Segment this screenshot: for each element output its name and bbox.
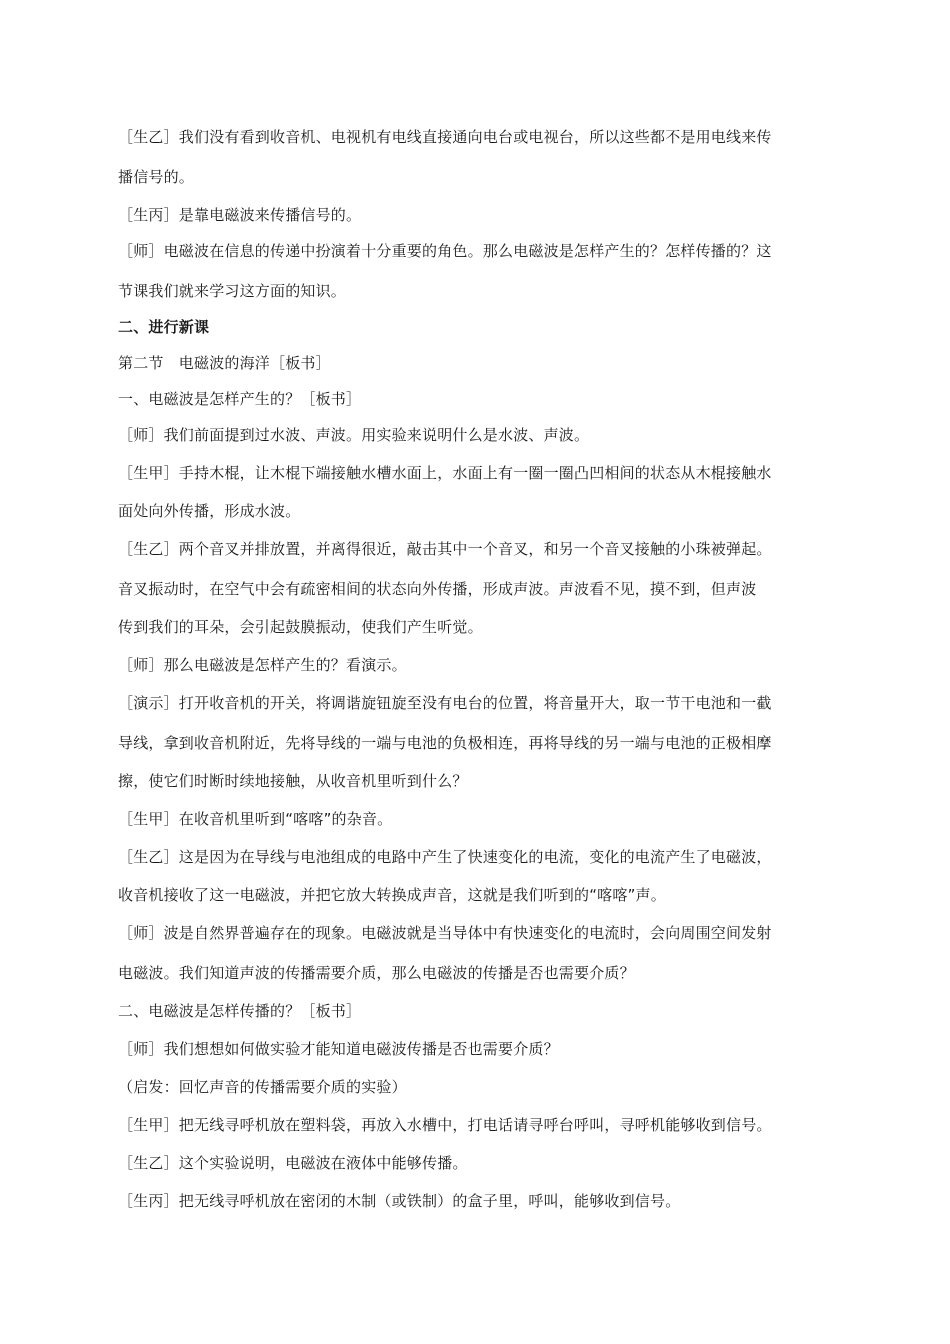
subsection-heading: 一、电磁波是怎样产生的？［板书］ <box>118 390 362 408</box>
paragraph-line: ［师］电磁波在信息的传递中扮演着十分重要的角色。那么电磁波是怎样产生的？怎样传播的？这 <box>118 242 772 260</box>
paragraph-line: 播信号的。 <box>118 168 195 186</box>
paragraph-line: 收音机接收了这一电磁波，并把它放大转换成声音，这就是我们听到的“喀喀”声。 <box>118 886 666 904</box>
paragraph-line: ［师］我们前面提到过水波、声波。用实验来说明什么是水波、声波。 <box>118 426 590 444</box>
paragraph-line: 电磁波。我们知道声波的传播需要介质，那么电磁波的传播是否也需要介质？ <box>118 964 635 982</box>
paragraph-line: 音叉振动时，在空气中会有疏密相间的状态向外传播，形成声波。声波看不见，摸不到，但声波 <box>118 580 757 598</box>
paragraph-line: 传到我们的耳朵，会引起鼓膜振动，使我们产生听觉。 <box>118 618 483 636</box>
paragraph-line: ［生甲］在收音机里听到“喀喀”的杂音。 <box>118 810 393 828</box>
paragraph-line: 节课我们就来学习这方面的知识。 <box>118 282 347 300</box>
lesson-title: 第二节 电磁波的海洋［板书］ <box>118 354 331 372</box>
paragraph-line: 导线，拿到收音机附近，先将导线的一端与电池的负极相连，再将导线的另一端与电池的正极相摩 <box>118 734 772 752</box>
paragraph-line: 面处向外传播，形成水波。 <box>118 502 301 520</box>
paragraph-line: ［生乙］我们没有看到收音机、电视机有电线直接通向电台或电视台，所以这些都不是用电线来传 <box>118 128 772 146</box>
section-heading: 二、进行新课 <box>118 318 210 336</box>
paragraph-line: （启发：回忆声音的传播需要介质的实验） <box>118 1078 407 1096</box>
paragraph-line: ［生乙］这个实验说明，电磁波在液体中能够传播。 <box>118 1154 468 1172</box>
paragraph-line: ［生乙］这是因为在导线与电池组成的电路中产生了快速变化的电流，变化的电流产生了电磁波， <box>118 848 772 866</box>
paragraph-line: ［生丙］是靠电磁波来传播信号的。 <box>118 206 362 224</box>
paragraph-line: ［师］那么电磁波是怎样产生的？看演示。 <box>118 656 407 674</box>
paragraph-line: 擦，使它们时断时续地接触，从收音机里听到什么？ <box>118 772 468 790</box>
paragraph-line: ［生甲］手持木棍，让木棍下端接触水槽水面上，水面上有一圈一圈凸凹相间的状态从木棍接触水 <box>118 464 772 482</box>
paragraph-line: ［演示］打开收音机的开关，将调谐旋钮旋至没有电台的位置，将音量开大，取一节干电池和一截 <box>118 694 772 712</box>
paragraph-line: ［生甲］把无线寻呼机放在塑料袋，再放入水槽中，打电话请寻呼台呼叫，寻呼机能够收到信号。 <box>118 1116 772 1134</box>
paragraph-line: ［生乙］两个音叉并排放置，并离得很近，敲击其中一个音叉，和另一个音叉接触的小珠被弹起。 <box>118 540 772 558</box>
paragraph-line: ［师］波是自然界普遍存在的现象。电磁波就是当导体中有快速变化的电流时，会向周围空间发射 <box>118 924 772 942</box>
paragraph-line: ［生丙］把无线寻呼机放在密闭的木制（或铁制）的盒子里，呼叫，能够收到信号。 <box>118 1192 681 1210</box>
paragraph-line: ［师］我们想想如何做实验才能知道电磁波传播是否也需要介质？ <box>118 1040 559 1058</box>
subsection-heading: 二、电磁波是怎样传播的？［板书］ <box>118 1002 362 1020</box>
